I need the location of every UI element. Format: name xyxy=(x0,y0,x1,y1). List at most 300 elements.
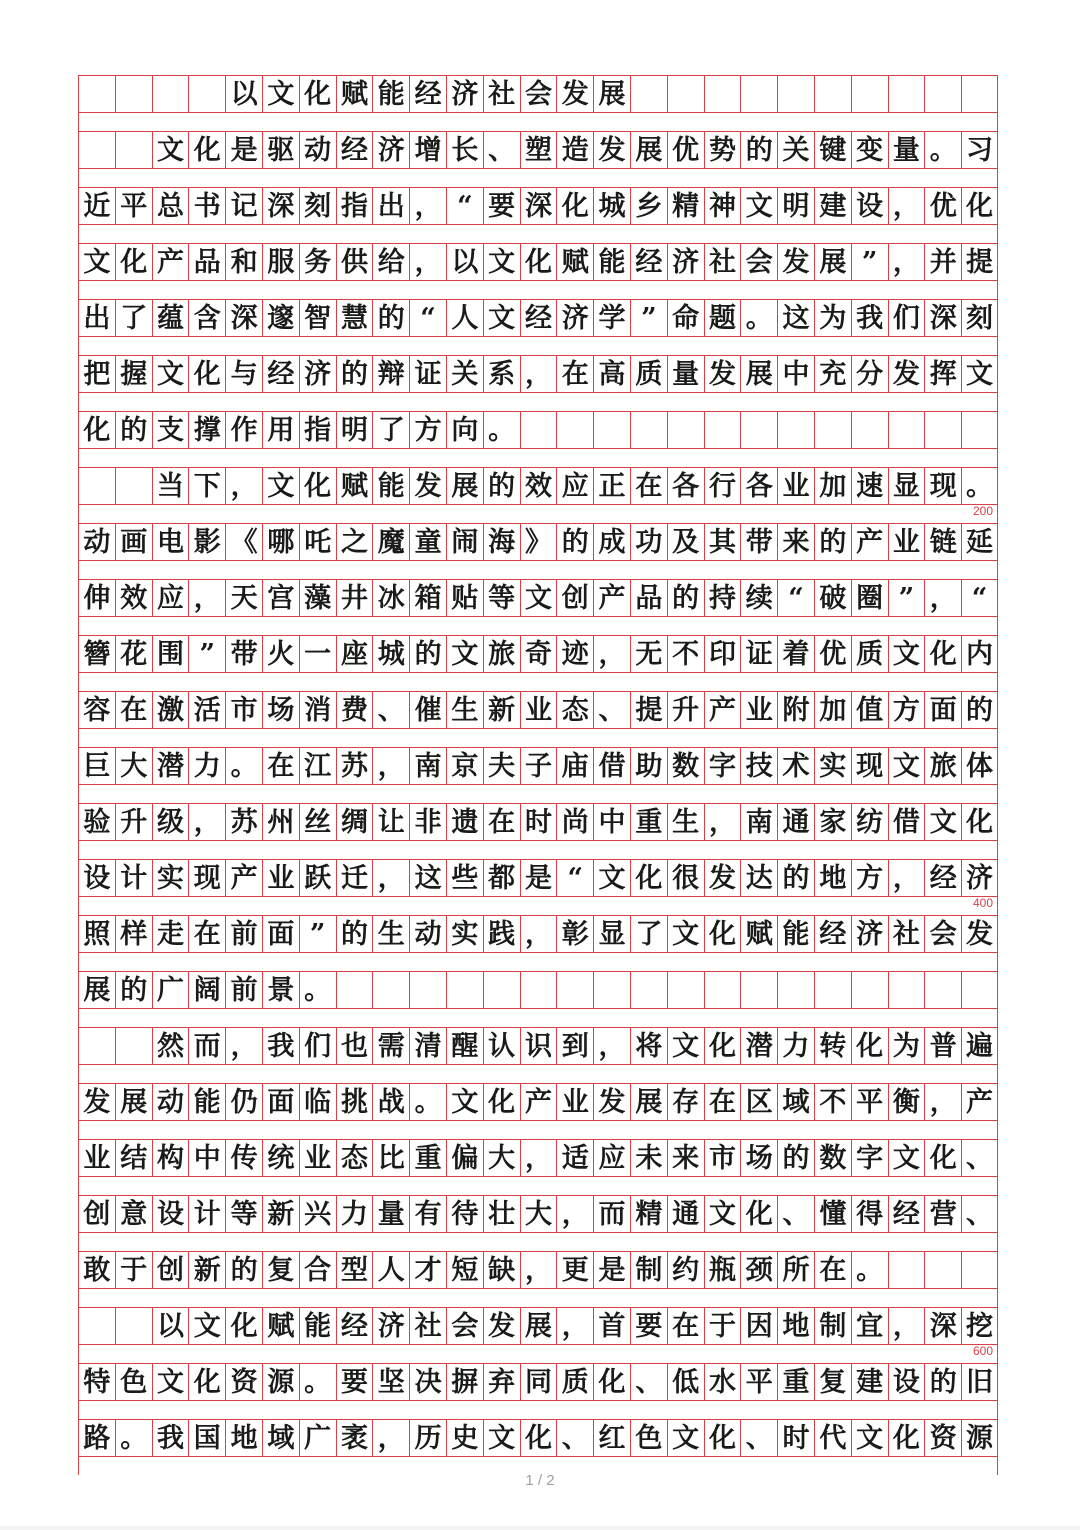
row-gap xyxy=(78,337,998,355)
grid-cell: 大 xyxy=(520,1196,557,1232)
grid-cell: 遗 xyxy=(446,804,483,840)
grid-cell: 文 xyxy=(593,860,630,896)
grid-cell xyxy=(740,76,777,112)
grid-cell: 实 xyxy=(152,860,189,896)
grid-cell: 文 xyxy=(483,1420,520,1456)
grid-cell: 制 xyxy=(814,1308,851,1344)
text-row xyxy=(78,187,997,243)
grid-cell: 济 xyxy=(372,1308,409,1344)
grid-cell: 有 xyxy=(409,1196,446,1232)
grid-cell: 代 xyxy=(814,1420,851,1456)
grid-cell: 业 xyxy=(740,692,777,728)
grid-cell xyxy=(115,1308,152,1344)
grid-cell: 广 xyxy=(152,972,189,1008)
grid-cell: ， xyxy=(593,636,630,672)
cell-strip xyxy=(78,915,998,953)
grid-cell: 赋 xyxy=(336,468,373,504)
grid-cell: 出 xyxy=(78,300,115,336)
grid-cell: 计 xyxy=(188,1196,225,1232)
grid-cell: 产 xyxy=(152,244,189,280)
grid-cell: 化 xyxy=(78,412,115,448)
grid-cell: 文 xyxy=(740,188,777,224)
grid-cell: 赋 xyxy=(740,916,777,952)
grid-cell: 制 xyxy=(630,1252,667,1288)
grid-cell: 能 xyxy=(188,1084,225,1120)
grid-cell: 们 xyxy=(888,300,925,336)
grid-cell: 的 xyxy=(814,524,851,560)
grid-cell: 化 xyxy=(520,244,557,280)
grid-cell: 赋 xyxy=(262,1308,299,1344)
grid-cell: 临 xyxy=(299,1084,336,1120)
cell-strip xyxy=(78,467,998,505)
grid-cell: 域 xyxy=(777,1084,814,1120)
grid-cell: 文 xyxy=(188,1308,225,1344)
grid-cell: 江 xyxy=(299,748,336,784)
grid-cell: 冰 xyxy=(372,580,409,616)
grid-cell: 显 xyxy=(593,916,630,952)
text-row xyxy=(78,1363,997,1419)
grid-cell: “ xyxy=(446,188,483,224)
grid-cell: 会 xyxy=(446,1308,483,1344)
grid-cell: 含 xyxy=(188,300,225,336)
grid-cell xyxy=(520,972,557,1008)
grid-cell: 计 xyxy=(115,860,152,896)
grid-cell: ， xyxy=(372,1420,409,1456)
grid-cell: 能 xyxy=(372,76,409,112)
grid-cell: ， xyxy=(188,580,225,616)
grid-cell: 转 xyxy=(814,1028,851,1064)
grid-cell xyxy=(814,972,851,1008)
grid-cell: ” xyxy=(888,580,925,616)
grid-cell: 是 xyxy=(520,860,557,896)
grid-cell xyxy=(888,76,925,112)
grid-cell: 发 xyxy=(593,132,630,168)
grid-cell: 产 xyxy=(225,860,262,896)
grid-cell: 的 xyxy=(667,580,704,616)
grid-cell: 验 xyxy=(78,804,115,840)
grid-cell: 加 xyxy=(814,468,851,504)
grid-cell: 新 xyxy=(483,692,520,728)
grid-cell: 市 xyxy=(704,1140,741,1176)
grid-cell: 化 xyxy=(924,1140,961,1176)
row-gap xyxy=(78,449,998,467)
grid-cell: 我 xyxy=(851,300,888,336)
grid-cell: 在 xyxy=(814,1252,851,1288)
grid-cell: 合 xyxy=(299,1252,336,1288)
grid-cell: 。 xyxy=(299,1364,336,1400)
grid-cell xyxy=(851,972,888,1008)
grid-cell: 济 xyxy=(961,860,998,896)
grid-cell: 更 xyxy=(556,1252,593,1288)
grid-cell: 态 xyxy=(336,1140,373,1176)
grid-cell: 发 xyxy=(888,356,925,392)
grid-cell: 的 xyxy=(372,300,409,336)
grid-cell: 、 xyxy=(961,1196,998,1232)
grid-cell: 发 xyxy=(409,468,446,504)
grid-cell: 经 xyxy=(814,916,851,952)
cell-strip xyxy=(78,747,998,785)
grid-cell: 应 xyxy=(152,580,189,616)
grid-cell: 借 xyxy=(593,748,630,784)
grid-cell: 因 xyxy=(740,1308,777,1344)
grid-cell: 、 xyxy=(777,1196,814,1232)
row-gap xyxy=(78,561,998,579)
grid-cell xyxy=(961,972,998,1008)
grid-cell: 习 xyxy=(961,132,998,168)
grid-cell: 展 xyxy=(446,468,483,504)
grid-cell: 质 xyxy=(851,636,888,672)
grid-cell: 高 xyxy=(593,356,630,392)
grid-cell: 文 xyxy=(961,356,998,392)
grid-cell xyxy=(740,412,777,448)
char-count-marker: 200 xyxy=(972,504,993,518)
text-row xyxy=(78,467,997,523)
cell-strip xyxy=(78,1027,998,1065)
row-gap xyxy=(78,785,998,803)
grid-cell xyxy=(78,76,115,112)
grid-cell xyxy=(924,412,961,448)
grid-cell xyxy=(115,132,152,168)
grid-cell: 以 xyxy=(446,244,483,280)
cell-strip xyxy=(78,187,998,225)
grid-cell: 历 xyxy=(409,1420,446,1456)
grid-cell: 化 xyxy=(593,1364,630,1400)
grid-cell: 激 xyxy=(152,692,189,728)
grid-cell: 普 xyxy=(924,1028,961,1064)
grid-cell: 、 xyxy=(372,692,409,728)
grid-cell: 的 xyxy=(777,860,814,896)
grid-cell xyxy=(667,76,704,112)
grid-cell: ， xyxy=(888,244,925,280)
grid-cell: 文 xyxy=(262,468,299,504)
grid-cell: 纺 xyxy=(851,804,888,840)
grid-cell: 到 xyxy=(556,1028,593,1064)
grid-cell: “ xyxy=(777,580,814,616)
grid-cell: 文 xyxy=(888,748,925,784)
grid-cell: 设 xyxy=(152,1196,189,1232)
grid-cell: 社 xyxy=(704,244,741,280)
grid-cell xyxy=(777,76,814,112)
grid-cell: 走 xyxy=(152,916,189,952)
grid-cell: ， xyxy=(520,1140,557,1176)
grid-cell: 丝 xyxy=(299,804,336,840)
grid-cell: 文 xyxy=(924,804,961,840)
grid-cell: 醒 xyxy=(446,1028,483,1064)
grid-cell: 跃 xyxy=(299,860,336,896)
grid-cell: 化 xyxy=(520,1420,557,1456)
text-row xyxy=(78,859,997,915)
grid-cell: 文 xyxy=(851,1420,888,1456)
grid-cell: 化 xyxy=(188,1364,225,1400)
grid-cell: 用 xyxy=(262,412,299,448)
row-gap xyxy=(78,113,998,131)
grid-cell: 系 xyxy=(483,356,520,392)
grid-cell: 的 xyxy=(961,692,998,728)
grid-cell: 文 xyxy=(888,1140,925,1176)
grid-cell: 色 xyxy=(630,1420,667,1456)
grid-cell: 通 xyxy=(667,1196,704,1232)
grid-cell xyxy=(630,76,667,112)
grid-cell: 在 xyxy=(115,692,152,728)
grid-cell: 而 xyxy=(593,1196,630,1232)
grid-cell xyxy=(888,1252,925,1288)
grid-cell: 品 xyxy=(188,244,225,280)
grid-cell: 技 xyxy=(740,748,777,784)
grid-cell: ， xyxy=(704,804,741,840)
grid-cell: 文 xyxy=(152,132,189,168)
grid-cell: 业 xyxy=(888,524,925,560)
grid-cell: 文 xyxy=(483,300,520,336)
grid-cell: 重 xyxy=(409,1140,446,1176)
grid-cell xyxy=(630,972,667,1008)
grid-cell: 宜 xyxy=(851,1308,888,1344)
row-gap xyxy=(78,729,998,747)
grid-cell: 是 xyxy=(225,132,262,168)
grid-cell: 兴 xyxy=(299,1196,336,1232)
grid-cell: 下 xyxy=(188,468,225,504)
grid-cell: 、 xyxy=(483,132,520,168)
grid-cell xyxy=(924,76,961,112)
grid-cell: 现 xyxy=(924,468,961,504)
text-row xyxy=(78,1139,997,1195)
cell-strip xyxy=(78,1419,998,1457)
grid-cell: 指 xyxy=(336,188,373,224)
grid-cell: 非 xyxy=(409,804,446,840)
grid-cell: 彰 xyxy=(556,916,593,952)
grid-cell: ” xyxy=(299,916,336,952)
row-gap xyxy=(78,1233,998,1251)
grid-cell: 源 xyxy=(961,1420,998,1456)
grid-cell: 弃 xyxy=(483,1364,520,1400)
grid-cell: 生 xyxy=(446,692,483,728)
grid-cell: 蕴 xyxy=(152,300,189,336)
grid-cell: 质 xyxy=(630,356,667,392)
grid-cell: 与 xyxy=(225,356,262,392)
text-row xyxy=(78,243,997,299)
grid-cell: 经 xyxy=(336,1308,373,1344)
grid-cell: 们 xyxy=(299,1028,336,1064)
row-gap xyxy=(78,1289,998,1307)
grid-cell: 智 xyxy=(299,300,336,336)
grid-cell: 产 xyxy=(961,1084,998,1120)
grid-cell: 态 xyxy=(556,692,593,728)
grid-cell: 挑 xyxy=(336,1084,373,1120)
grid-cell: 的 xyxy=(777,1140,814,1176)
grid-cell: 塑 xyxy=(520,132,557,168)
row-gap xyxy=(78,953,998,971)
grid-cell: 中 xyxy=(777,356,814,392)
grid-cell: 仍 xyxy=(225,1084,262,1120)
grid-cell: 决 xyxy=(409,1364,446,1400)
grid-cell: 展 xyxy=(740,356,777,392)
row-gap xyxy=(78,1345,998,1363)
grid-cell: 力 xyxy=(336,1196,373,1232)
grid-cell: 颈 xyxy=(740,1252,777,1288)
cell-strip xyxy=(78,1251,998,1289)
grid-cell: 展 xyxy=(630,1084,667,1120)
grid-cell: 宫 xyxy=(262,580,299,616)
grid-cell: 清 xyxy=(409,1028,446,1064)
grid-cell: 附 xyxy=(777,692,814,728)
page-bottom-edge xyxy=(0,1526,1080,1530)
text-row xyxy=(78,747,997,803)
grid-cell: 巨 xyxy=(78,748,115,784)
grid-cell: 京 xyxy=(446,748,483,784)
text-row xyxy=(78,915,997,971)
grid-cell: 然 xyxy=(152,1028,189,1064)
cell-strip xyxy=(78,243,998,281)
cell-strip xyxy=(78,131,998,169)
grid-cell: 优 xyxy=(667,132,704,168)
cell-strip xyxy=(78,411,998,449)
grid-cell: 精 xyxy=(630,1196,667,1232)
grid-cell xyxy=(556,412,593,448)
grid-cell: 社 xyxy=(409,1308,446,1344)
text-row xyxy=(78,803,997,859)
grid-cell xyxy=(924,972,961,1008)
grid-cell: 南 xyxy=(409,748,446,784)
grid-cell: 键 xyxy=(814,132,851,168)
grid-cell: 印 xyxy=(704,636,741,672)
grid-cell: 。 xyxy=(225,748,262,784)
grid-cell: 辩 xyxy=(372,356,409,392)
grid-cell: 新 xyxy=(188,1252,225,1288)
grid-cell: 指 xyxy=(299,412,336,448)
cell-strip xyxy=(78,859,998,897)
grid-cell: 在 xyxy=(188,916,225,952)
grid-cell: 证 xyxy=(740,636,777,672)
grid-cell: 得 xyxy=(851,1196,888,1232)
grid-cell: 比 xyxy=(372,1140,409,1176)
grid-cell: 火 xyxy=(262,636,299,672)
grid-cell: 化 xyxy=(851,1028,888,1064)
grid-cell: 让 xyxy=(372,804,409,840)
grid-cell: 很 xyxy=(667,860,704,896)
grid-cell xyxy=(556,972,593,1008)
grid-cell: 文 xyxy=(262,76,299,112)
grid-cell: 结 xyxy=(115,1140,152,1176)
grid-cell: 化 xyxy=(961,804,998,840)
grid-cell: 域 xyxy=(262,1420,299,1456)
grid-cell: 化 xyxy=(115,244,152,280)
grid-cell: 路 xyxy=(78,1420,115,1456)
text-row xyxy=(78,355,997,411)
grid-cell xyxy=(740,972,777,1008)
grid-cell: 家 xyxy=(814,804,851,840)
grid-cell: 要 xyxy=(630,1308,667,1344)
grid-cell: 动 xyxy=(299,132,336,168)
grid-cell: ， xyxy=(225,1028,262,1064)
grid-cell: 链 xyxy=(924,524,961,560)
grid-cell: 实 xyxy=(814,748,851,784)
grid-cell: 业 xyxy=(777,468,814,504)
grid-cell: 地 xyxy=(777,1308,814,1344)
grid-cell: 文 xyxy=(888,636,925,672)
grid-cell: 适 xyxy=(556,1140,593,1176)
grid-cell: 文 xyxy=(667,916,704,952)
grid-cell: 现 xyxy=(851,748,888,784)
grid-cell: ， xyxy=(520,916,557,952)
grid-cell: 会 xyxy=(740,244,777,280)
grid-cell: 在 xyxy=(262,748,299,784)
grid-cell: 展 xyxy=(520,1308,557,1344)
grid-cell: 缺 xyxy=(483,1252,520,1288)
cell-strip xyxy=(78,971,998,1009)
grid-cell: 经 xyxy=(336,132,373,168)
grid-cell: 生 xyxy=(372,916,409,952)
grid-cell: 内 xyxy=(961,636,998,672)
grid-cell: 化 xyxy=(483,1084,520,1120)
grid-cell: 所 xyxy=(777,1252,814,1288)
grid-cell: 力 xyxy=(777,1028,814,1064)
cell-strip xyxy=(78,299,998,337)
grid-cell xyxy=(704,972,741,1008)
grid-cell: 。 xyxy=(115,1420,152,1456)
grid-cell: 照 xyxy=(78,916,115,952)
grid-cell xyxy=(483,972,520,1008)
grid-cell: 效 xyxy=(520,468,557,504)
grid-cell: 经 xyxy=(262,356,299,392)
grid-cell: 造 xyxy=(556,132,593,168)
grid-cell: 旅 xyxy=(924,748,961,784)
grid-cell: 握 xyxy=(115,356,152,392)
grid-cell: 经 xyxy=(520,300,557,336)
grid-cell: 能 xyxy=(372,468,409,504)
grid-cell: 及 xyxy=(667,524,704,560)
grid-cell: 务 xyxy=(299,244,336,280)
grid-cell: 迁 xyxy=(336,860,373,896)
grid-cell: 前 xyxy=(225,916,262,952)
grid-cell: 产 xyxy=(520,1084,557,1120)
grid-cell: 深 xyxy=(924,300,961,336)
grid-cell: 动 xyxy=(152,1084,189,1120)
grid-cell: 产 xyxy=(851,524,888,560)
grid-cell: 数 xyxy=(667,748,704,784)
grid-cell xyxy=(188,76,225,112)
grid-cell: 才 xyxy=(409,1252,446,1288)
row-gap xyxy=(78,393,998,411)
grid-cell: 以 xyxy=(152,1308,189,1344)
grid-cell: 乡 xyxy=(630,188,667,224)
grid-cell: 这 xyxy=(409,860,446,896)
grid-cell: 方 xyxy=(851,860,888,896)
row-gap xyxy=(78,1177,998,1195)
grid-cell: 在 xyxy=(704,1084,741,1120)
grid-cell xyxy=(115,468,152,504)
grid-cell: 夫 xyxy=(483,748,520,784)
grid-cell: 约 xyxy=(667,1252,704,1288)
grid-cell: 和 xyxy=(225,244,262,280)
grid-cell: 其 xyxy=(704,524,741,560)
grid-cell: 长 xyxy=(446,132,483,168)
grid-cell: 资 xyxy=(225,1364,262,1400)
grid-cell: 升 xyxy=(667,692,704,728)
grid-cell: 吒 xyxy=(299,524,336,560)
text-row xyxy=(78,691,997,747)
grid-cell: 值 xyxy=(851,692,888,728)
grid-cell: ， xyxy=(924,1084,961,1120)
grid-cell: 场 xyxy=(740,1140,777,1176)
grid-cell: ， xyxy=(593,1028,630,1064)
grid-cell: 源 xyxy=(262,1364,299,1400)
text-row xyxy=(78,635,997,691)
grid-cell: 明 xyxy=(777,188,814,224)
grid-cell: 为 xyxy=(814,300,851,336)
grid-cell: 正 xyxy=(593,468,630,504)
grid-cell: “ xyxy=(961,580,998,616)
grid-cell: 业 xyxy=(299,1140,336,1176)
grid-cell: 精 xyxy=(667,188,704,224)
